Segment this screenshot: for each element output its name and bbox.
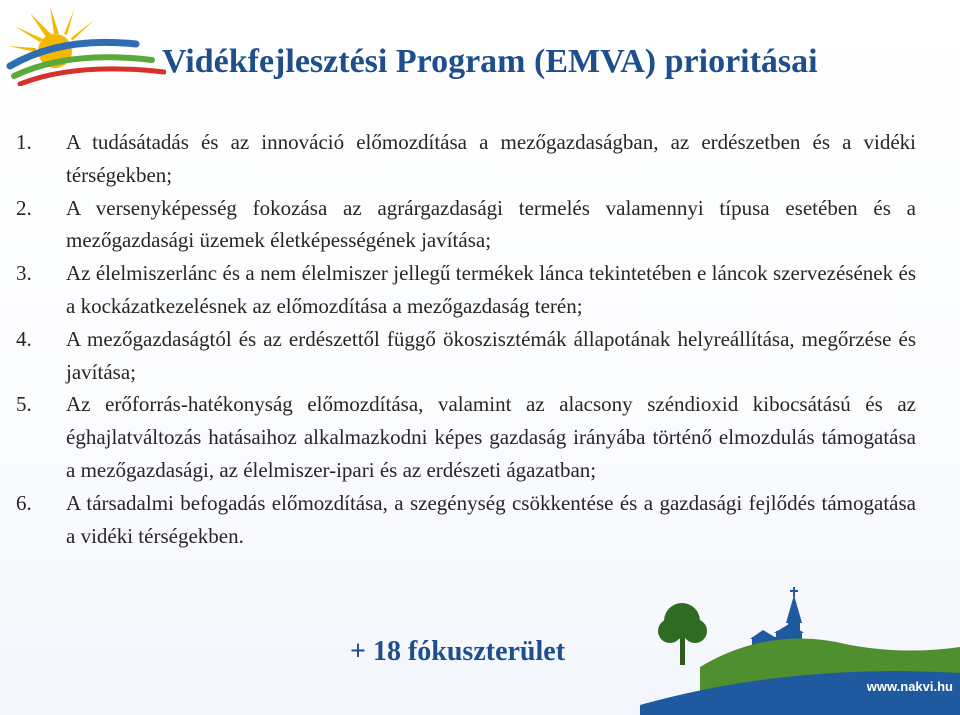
- priority-item: [14, 323, 916, 389]
- sun-logo-icon: [6, 4, 166, 86]
- priority-text: A mezőgazdaságtól és az erdészettől függő ökoszisztémák állapotának helyreállítása, megőrzése és javítása;: [66, 326, 916, 384]
- priority-number: 5.: [16, 392, 32, 417]
- priority-list: [14, 126, 916, 552]
- priority-number: 3.: [16, 261, 32, 286]
- priority-item: [14, 126, 916, 192]
- priority-text: A tudásátadás és az innováció előmozdítása a mezőgazdaságban, az erdészetben és a vidéki térségekben;: [66, 130, 916, 187]
- priority-number: 2.: [16, 195, 32, 220]
- priority-number: 4.: [16, 326, 32, 351]
- priority-item: [14, 257, 916, 323]
- priority-item: [14, 487, 916, 553]
- page-title: Vidékfejlesztési Program (EMVA) prioritásai: [162, 43, 818, 80]
- priority-text: A versenyképesség fokozása az agrárgazdasági termelés valamennyi típusa esetében és a mezőgazdasági üzemek életképességének javítása;: [66, 195, 916, 253]
- arc-green: [14, 57, 152, 76]
- focus-areas-note: + 18 fókuszterület: [350, 636, 566, 667]
- priority-item: [14, 192, 916, 258]
- priority-text: Az élelmiszerlánc és a nem élelmiszer jellegű termékek lánca tekintetében e láncok szervezésének és a kockázatkezelésnek az előmozdítása a mezőgazdaság terén;: [66, 261, 916, 318]
- priority-text: Az erőforrás-hatékonyság előmozdítása, valamint az alacsony széndioxid kibocsátású és az éghajlatváltozás hatásaihoz alkalmazkodni képes gazdaság irányába történő elmozdulás támogatása a mezőgazdasági, az élelmiszer-ipari és az erdészeti ágazatban;: [66, 392, 916, 482]
- priority-text: A társadalmi befogadás előmozdítása, a szegénység csökkentése és a gazdasági fejlődés támogatása a vidéki térségekben.: [66, 490, 916, 548]
- priority-number: 1.: [16, 130, 32, 154]
- arc-red: [20, 69, 164, 84]
- priority-item: [14, 388, 916, 486]
- arc-blue: [10, 42, 136, 66]
- tree-silhouette-icon: [658, 603, 707, 665]
- website-url: www.nakvi.hu: [866, 679, 953, 694]
- priority-number: 6.: [16, 490, 32, 515]
